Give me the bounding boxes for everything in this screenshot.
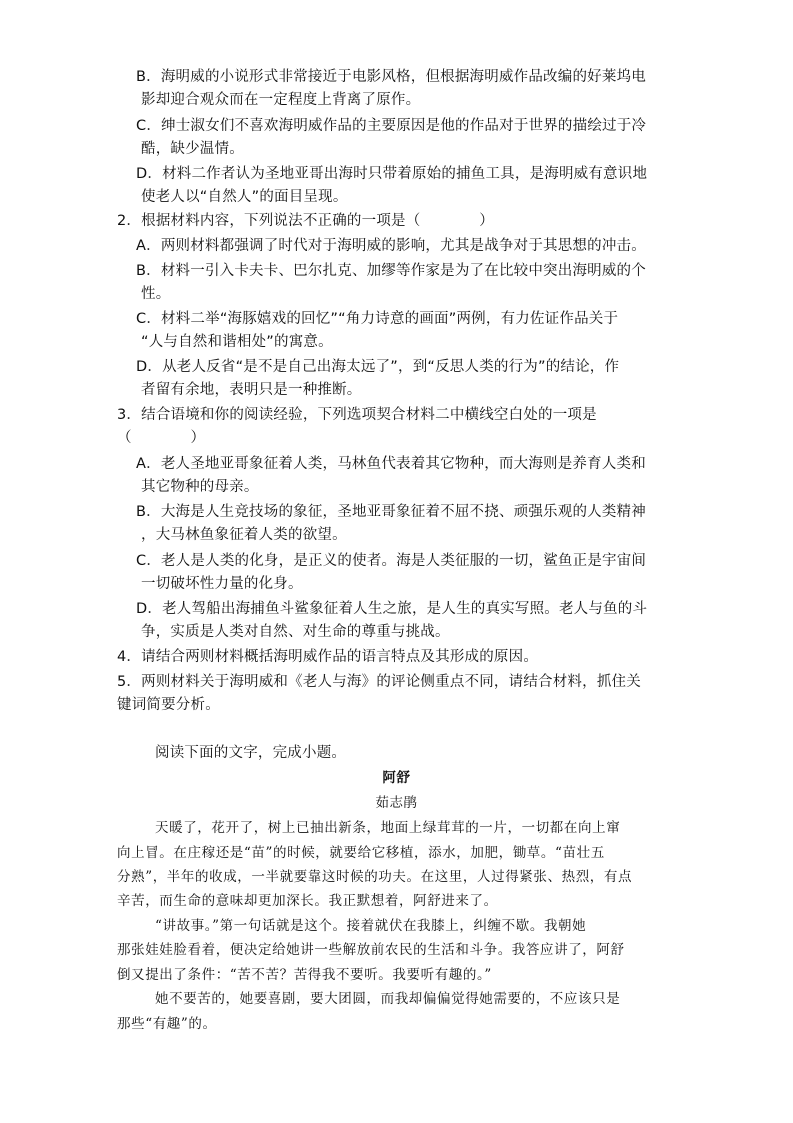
q5-stem-line1: 5．两则材料关于海明威和《老人与海》的评论侧重点不同，请结合材料，抓住关 xyxy=(117,674,641,690)
q2-option-a: A．两则材料都强调了时代对于海明威的影响，尤其是战争对于其思想的冲击。 xyxy=(136,238,646,254)
story-author: 茹志鹃 xyxy=(375,795,418,811)
q3-option-c-line1: C．老人是人类的化身，是正义的使者。海是人类征服的一切，鲨鱼正是宇宙间 xyxy=(136,553,647,569)
q1-option-b-line1: B．海明威的小说形式非常接近于电影风格，但根据海明威作品改编的好莱坞电 xyxy=(136,69,646,85)
q3-option-a-line1: A．老人圣地亚哥象征着人类，马林鱼代表着其它物种，而大海则是养育人类和 xyxy=(136,456,646,472)
q4-stem: 4．请结合两则材料概括海明威作品的语言特点及其形成的原因。 xyxy=(117,649,539,665)
q3-option-b-line2: ，大马林鱼象征着人类的欲望。 xyxy=(141,527,347,543)
story-p1-line2: 向上冒。在庄稼还是“苗”的时候，就要给它移植，添水，加肥，锄草。“苗壮五 xyxy=(117,845,605,861)
story-p3-line1: 她不要苦的，她要喜剧，要大团圆，而我却偏偏觉得她需要的，不应该只是 xyxy=(155,991,621,1007)
q3-option-c-line2: 一切破坏性力量的化身。 xyxy=(141,576,303,592)
reading-intro: 阅读下面的文字，完成小题。 xyxy=(155,745,347,761)
q2-option-d-line2: 者留有余地，表明只是一种推断。 xyxy=(141,382,362,398)
q3-option-d-line1: D．老人驾船出海捕鱼斗鲨象征着人生之旅，是人生的真实写照。老人与鱼的斗 xyxy=(136,601,648,617)
story-title: 阿舒 xyxy=(382,770,411,786)
q2-option-d-line1: D．从老人反省“是不是自己出海太远了”，到“反思人类的行为”的结论，作 xyxy=(136,359,620,375)
story-p2-line3: 倒又提出了条件：“苦不苦？苦得我不要听。我要听有趣的。” xyxy=(117,967,492,983)
q2-option-c-line1: C．材料二举“海豚嬉戏的回忆”“角力诗意的画面”两例，有力佐证作品关于 xyxy=(136,311,619,327)
q1-option-d-line1: D．材料二作者认为圣地亚哥出海时只带着原始的捕鱼工具，是海明威有意识地 xyxy=(136,166,648,182)
story-p2-line1: “讲故事。”第一句话就是这个。接着就伏在我膝上，纠缠不歇。我朝她 xyxy=(155,918,587,934)
story-p1-line1: 天暖了，花开了，树上已抽出新条，地面上绿茸茸的一片，一切都在向上窜 xyxy=(155,820,621,836)
story-p3-line2: 那些“有趣”的。 xyxy=(117,1016,217,1032)
q1-option-b-line2: 影却迎合观众而在一定程度上背离了原作。 xyxy=(141,92,421,108)
q2-option-c-line2: “人与自然和谐相处”的寓意。 xyxy=(141,334,333,350)
q2-option-b-line1: B．材料一引入卡夫卡、巴尔扎克、加缪等作家是为了在比较中突出海明威的个 xyxy=(136,263,646,279)
story-p1-line4: 辛苦，而生命的意味却更加深长。我正默想着，阿舒进来了。 xyxy=(117,893,498,909)
q3-option-d-line2: 争，实质是人类对自然、对生命的尊重与挑战。 xyxy=(141,624,450,640)
q1-option-c-line1: C．绅士淑女们不喜欢海明威作品的主要原因是他的作品对于世界的描绘过于冷 xyxy=(136,118,647,134)
q3-stem-line2: （ ） xyxy=(117,430,206,446)
q3-option-a-line2: 其它物种的母亲。 xyxy=(141,479,259,495)
q1-option-d-line2: 使老人以“自然人”的面目呈现。 xyxy=(141,189,348,205)
q3-stem-line1: 3．结合语境和你的阅读经验，下列选项契合材料二中横线空白处的一项是 xyxy=(117,407,597,423)
q2-stem: 2．根据材料内容，下列说法不正确的一项是（ ） xyxy=(117,213,494,229)
story-p2-line2: 那张娃娃脸看着，便决定给她讲一些解放前农民的生活和斗争。我答应讲了，阿舒 xyxy=(117,942,625,958)
q3-option-b-line1: B．大海是人生竞技场的象征，圣地亚哥象征着不屈不挠、顽强乐观的人类精神 xyxy=(136,504,646,520)
story-p1-line3: 分熟”，半年的收成，一半就要靠这时候的功夫。在这里，人过得紧张、热烈，有点 xyxy=(117,869,633,885)
q5-stem-line2: 键词简要分析。 xyxy=(117,697,220,713)
q1-option-c-line2: 酷，缺少温情。 xyxy=(141,141,244,157)
q2-option-b-line2: 性。 xyxy=(141,286,171,302)
